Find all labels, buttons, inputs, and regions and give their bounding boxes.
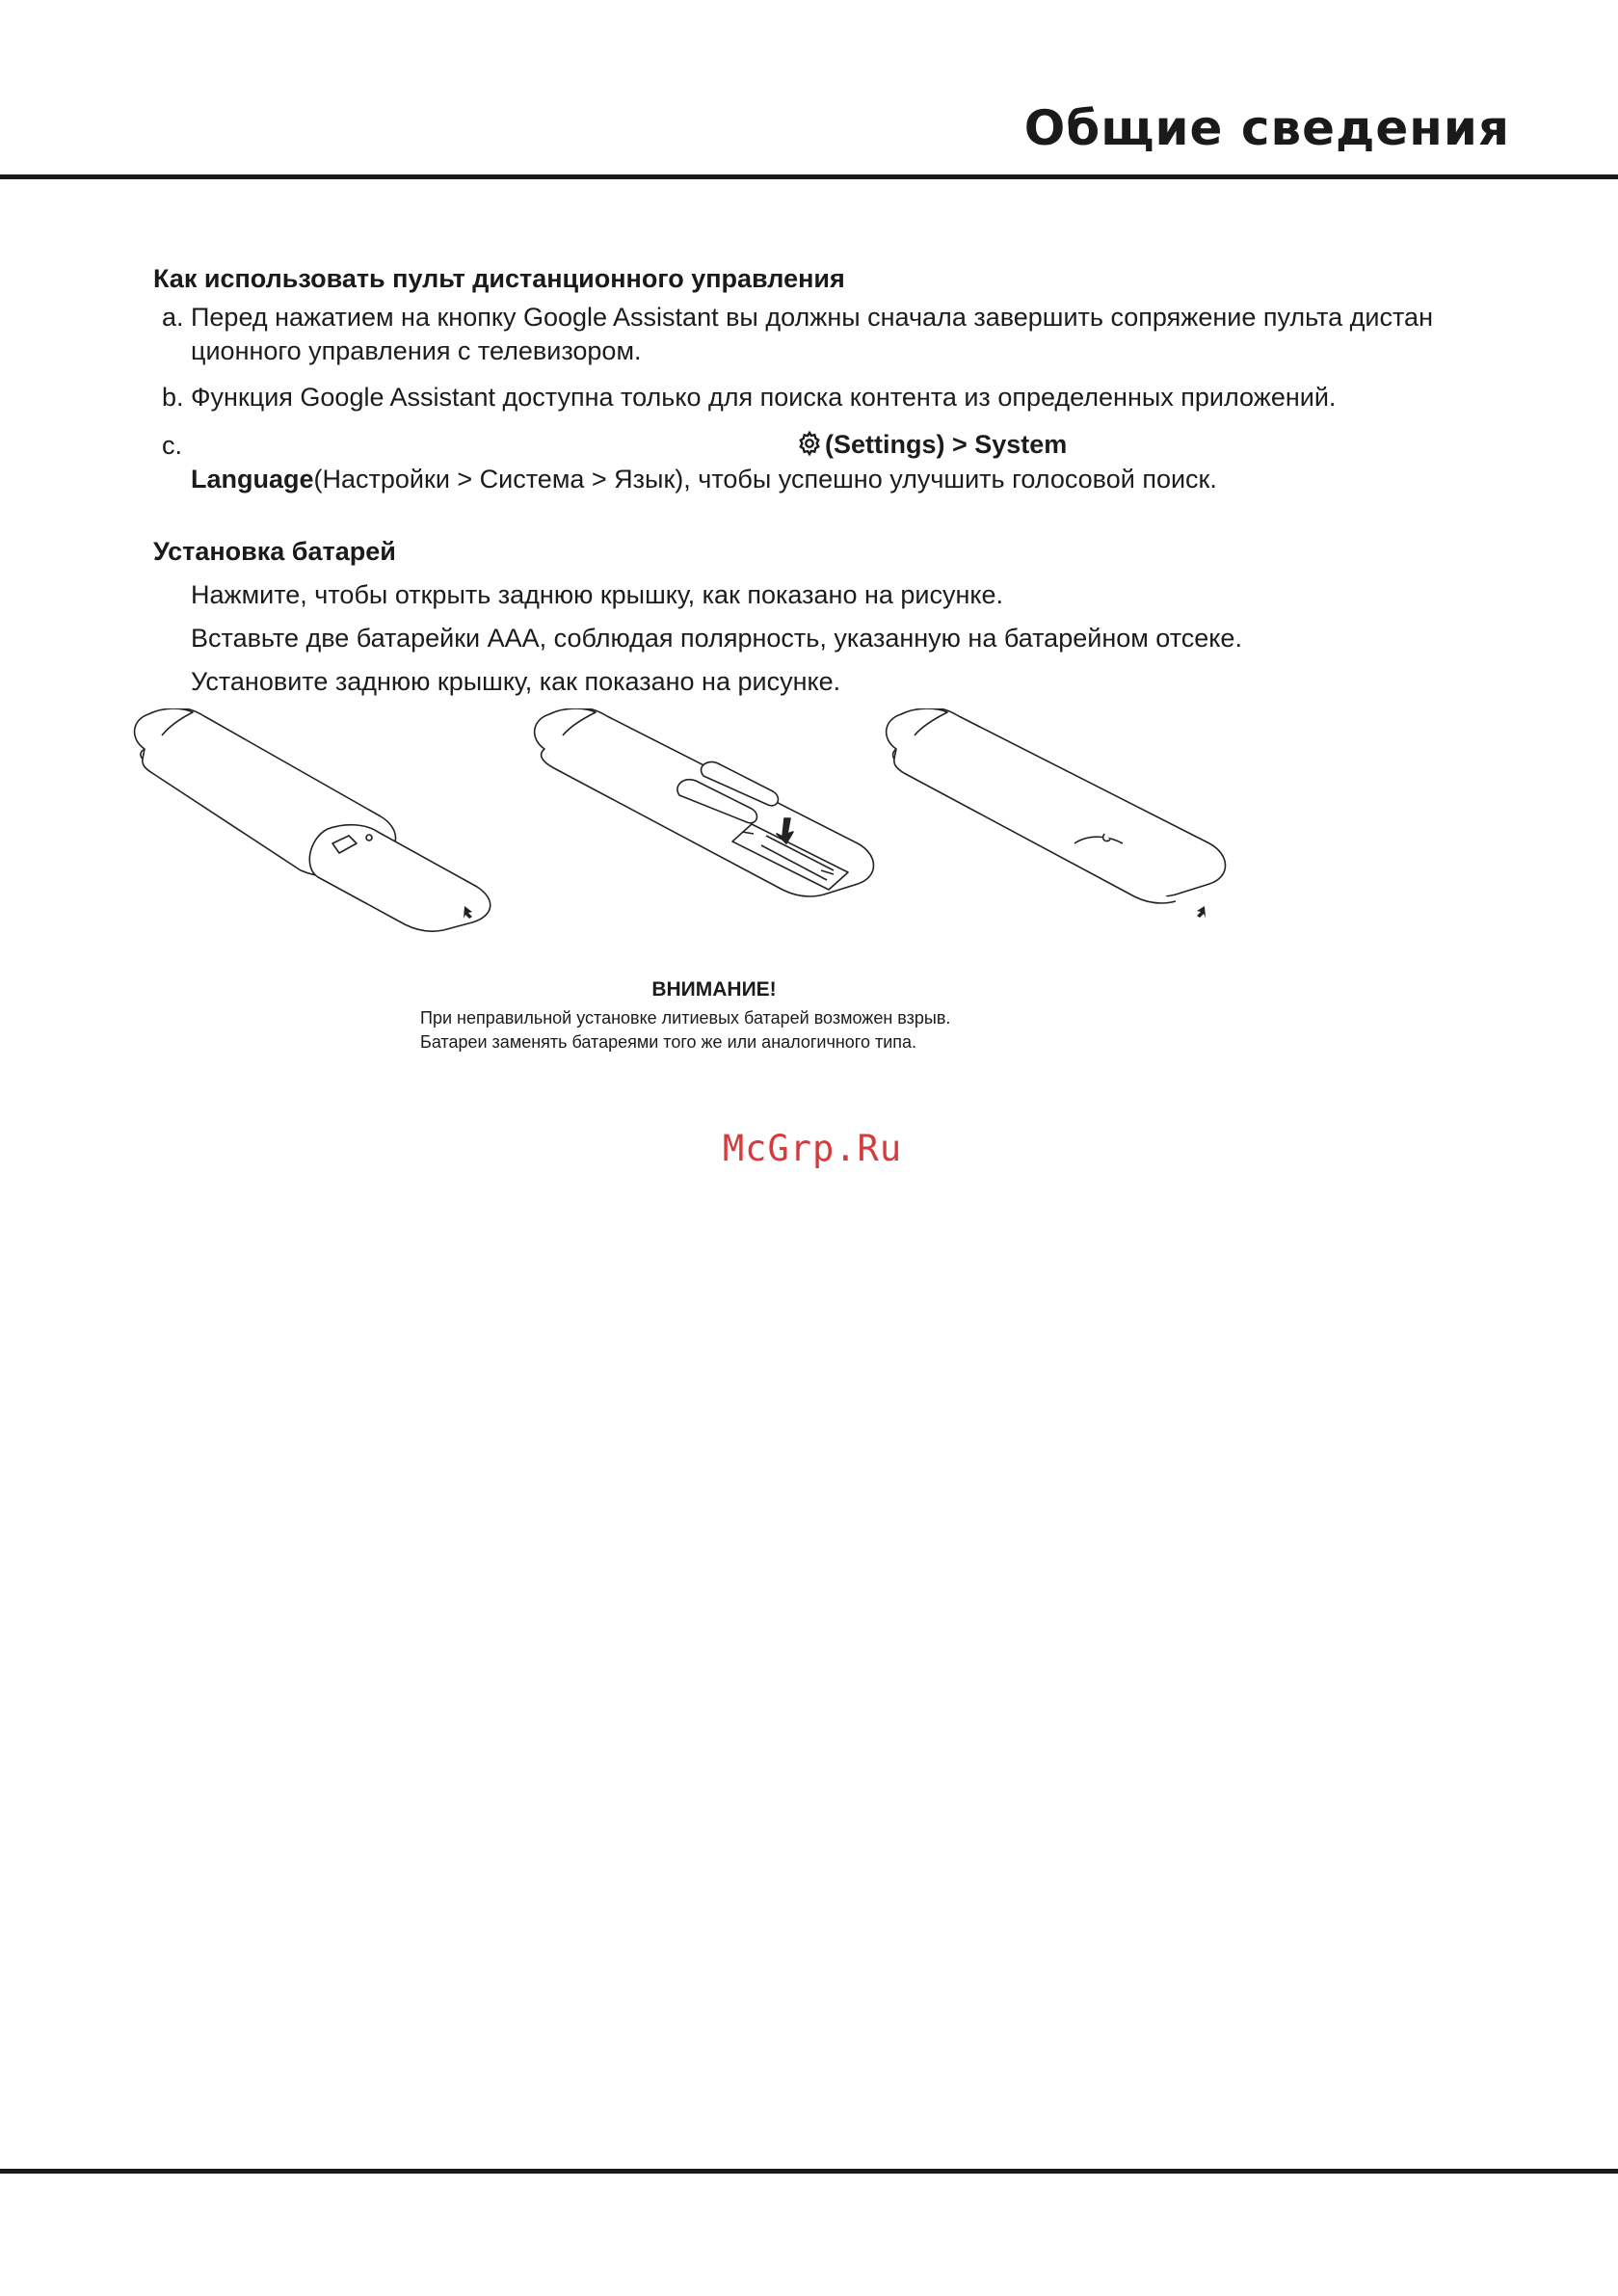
warning-line-2: Батареи заменять батареями того же или аналогичного типа. xyxy=(420,1032,917,1052)
watermark: McGrp.Ru xyxy=(722,1128,903,1169)
item-a-marker: a. xyxy=(162,303,184,332)
item-c-marker: c. xyxy=(162,431,183,460)
warning-title: ВНИМАНИЕ! xyxy=(651,978,777,1001)
battery-step-1: Нажмите, чтобы открыть заднюю крышку, как показано на рисунке. xyxy=(191,580,1004,609)
footer-rule xyxy=(0,2169,1618,2174)
remote-battery-insert xyxy=(535,708,874,896)
battery-heading: Установка батарей xyxy=(153,537,396,566)
page-title: Общие сведения xyxy=(1023,100,1510,156)
arrow-icon xyxy=(1197,906,1206,918)
item-b-line-1: Функция Google Assistant доступна только для поиска контента из определенных приложений. xyxy=(191,383,1337,412)
battery-step-2: Вставьте две батарейки AAA, соблюдая полярность, указанную на батарейном отсеке. xyxy=(191,624,1242,653)
item-a-line-1: Перед нажатием на кнопку Google Assistant вы должны сначала завершить сопряжение пульта дистан xyxy=(191,303,1433,332)
settings-path-text: (Settings) > System xyxy=(825,430,1068,459)
language-label: Language xyxy=(191,465,314,494)
item-c-line-2 xyxy=(191,465,1217,494)
remote-open-cover xyxy=(135,708,491,931)
battery-step-3: Установите заднюю крышку, как показано на рисунке. xyxy=(191,667,841,696)
remote-usage-heading: Как использовать пульт дистанционного управления xyxy=(153,264,845,293)
header-rule xyxy=(0,174,1618,179)
item-c-settings-path xyxy=(796,430,1067,460)
gear-icon xyxy=(796,430,823,457)
item-a-line-2: ционного управления с телевизором. xyxy=(191,336,642,365)
remote-illustrations xyxy=(125,708,1262,945)
remote-closed-cover xyxy=(887,708,1226,903)
item-c-rest: (Настройки > Система > Язык), чтобы успешно улучшить голосовой поиск. xyxy=(313,465,1217,494)
warning-line-1: При неправильной установке литиевых батарей возможен взрыв. xyxy=(420,1008,951,1028)
item-b-marker: b. xyxy=(162,383,184,412)
